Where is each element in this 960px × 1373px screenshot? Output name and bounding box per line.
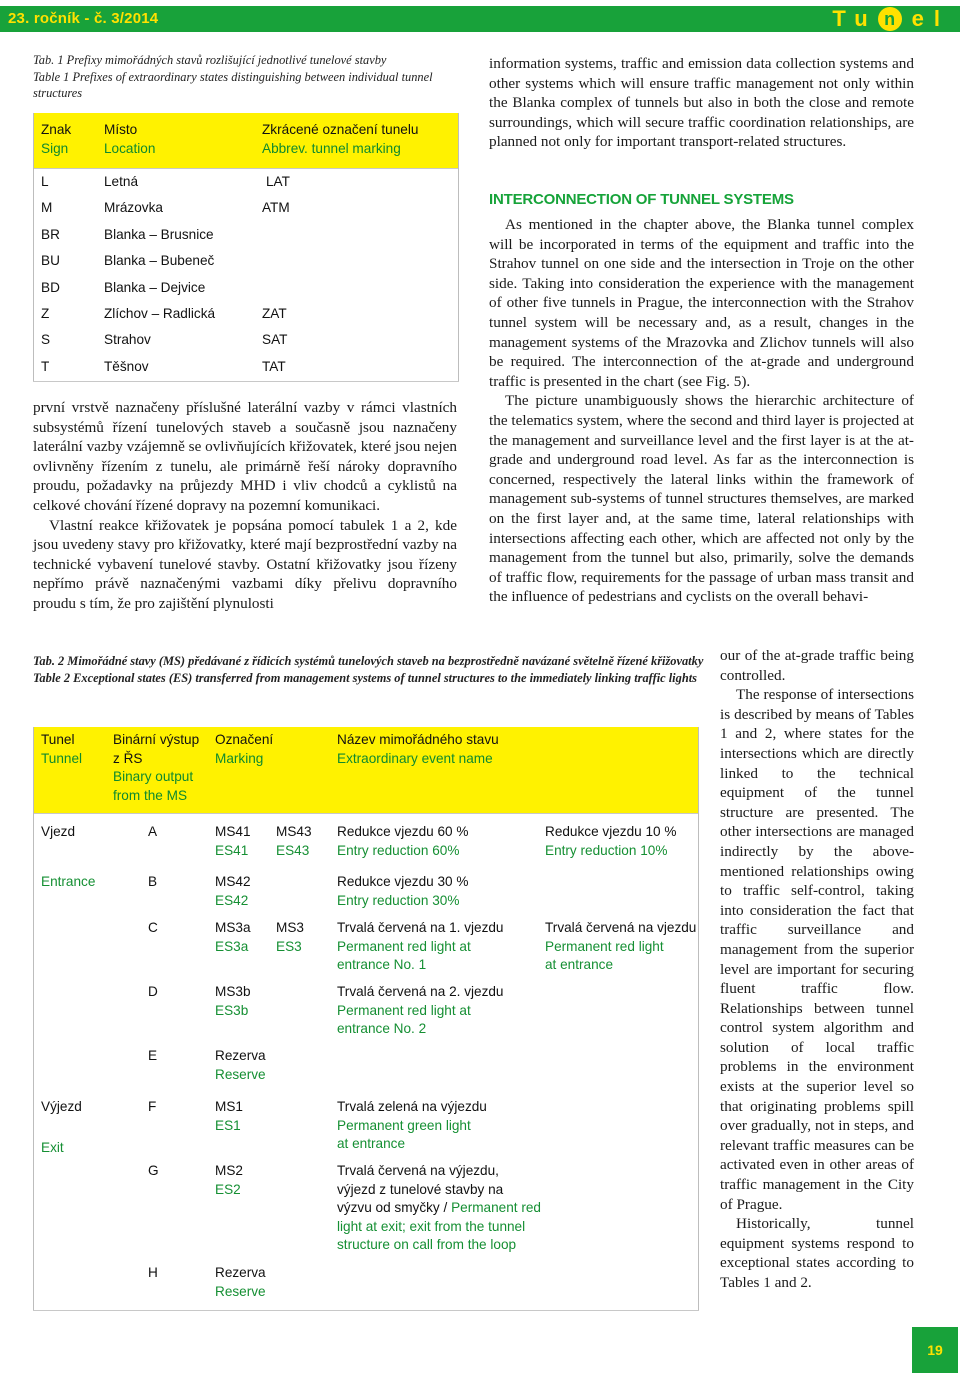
event-cz: výzvu od smyčky / xyxy=(337,1200,452,1215)
table2-rule xyxy=(33,813,699,814)
row-location: Mrázovka xyxy=(104,200,163,215)
header-marking-cz: Označení xyxy=(215,732,274,747)
marking-en: ES42 xyxy=(215,892,249,908)
row-sign: BU xyxy=(41,253,60,268)
row-marking xyxy=(215,983,251,1020)
row-location: Blanka – Bubeneč xyxy=(104,253,215,268)
row-event-name xyxy=(337,823,468,860)
event-en: light at exit; exit from the tunnel xyxy=(337,1218,526,1234)
table1-rule xyxy=(33,381,459,382)
table2-header-marking xyxy=(215,731,273,768)
row-location: Těšnov xyxy=(104,359,149,374)
event-cz: Redukce vjezdu 60 % xyxy=(337,824,469,839)
row-location: Blanka – Dejvice xyxy=(104,280,206,295)
table1-caption-cz: Tab. 1 Prefixy mimořádných stavů rozlišující jednotlivé tunelové stavby xyxy=(33,53,387,67)
marking-en: ES41 xyxy=(215,842,249,858)
row-binary: F xyxy=(148,1099,157,1114)
marking-en: ES3 xyxy=(276,938,302,954)
row-marking xyxy=(215,823,251,860)
row-event-name xyxy=(337,1162,541,1255)
event-cz: Trvalá červená na 2. vjezdu xyxy=(337,984,504,999)
row-sign: S xyxy=(41,332,51,347)
event-en: structure on call from the loop xyxy=(337,1237,517,1252)
section-heading: INTERCONNECTION OF TUNNEL SYSTEMS xyxy=(489,191,794,208)
marking-cz: MS1 xyxy=(215,1099,243,1114)
page-number: 19 xyxy=(912,1327,958,1373)
event-cz: Trvalá červená na vjezdu xyxy=(545,920,697,935)
table1-caption xyxy=(33,52,463,102)
row-binary: E xyxy=(148,1048,158,1063)
marking-cz: MS43 xyxy=(276,824,312,839)
event-en: Permanent green light xyxy=(337,1117,471,1133)
table2-caption-cz: Tab. 2 Mimořádné stavy (MS) předávané z řídicích systémů tunelových staveb na bezprostředně navázané světelně řízené křižovatky xyxy=(33,654,704,668)
marking-cz: Rezerva xyxy=(215,1048,266,1063)
group-label-entrance: Entrance xyxy=(41,874,96,889)
right-paragraph-5: Historically, tunnel equipment systems respond to exceptional states according to Tables 1 and 2. xyxy=(720,1215,914,1291)
row-sign: BR xyxy=(41,227,60,242)
event-en: at entrance xyxy=(545,957,614,972)
header-abbrev-cz: Zkrácené označení tunelu xyxy=(262,122,419,137)
group-label-vjezd: Vjezd xyxy=(41,824,76,839)
table2-border xyxy=(698,727,699,1310)
marking-en: Reserve xyxy=(215,1283,266,1299)
marking-en: ES2 xyxy=(215,1181,241,1197)
header-binary-en2: from the MS xyxy=(113,787,188,803)
header-tunnel-cz: Tunel xyxy=(41,732,75,747)
row-binary: G xyxy=(148,1163,159,1178)
row-marking xyxy=(215,1098,243,1135)
right-paragraph-3a: The picture unambiguously shows the hierarchic architecture of the telematics system, where the second and third layer is projected at the management and surveillance level and the first layer is at the at-grade and underground road level. As far as the interconnection is concerned, respectively the lateral links within the framework of management sub-systems of tunnel structures themselves, are marked on the first layer and, at the same time, lateral relationships with intersections affecting each other, which are affected not only by the management from the tunnel but also, primarily, solve the demands of traffic flow, requirements for the passage of urban mass transit and the influence of pedestrians and cyclists on the overall behavi- xyxy=(489,392,914,606)
marking-en: ES3a xyxy=(215,938,249,954)
group-label-vyjezd: Výjezd xyxy=(41,1099,82,1114)
row-binary: C xyxy=(148,920,158,935)
logo-text-end: el xyxy=(911,6,950,31)
event-en: Entry reduction 60% xyxy=(337,842,460,858)
header-binary-cz2: z ŘS xyxy=(113,750,143,766)
right-paragraph-3b: our of the at-grade traffic being controlled. xyxy=(720,647,914,684)
header-location-cz: Místo xyxy=(104,122,138,137)
header-binary-en1: Binary output xyxy=(113,769,194,784)
table1-header-location xyxy=(104,121,155,158)
marking-en: ES3b xyxy=(215,1002,249,1018)
event-cz: výjezd z tunelové stavby na xyxy=(337,1181,504,1197)
row-abbrev: LAT xyxy=(266,174,290,189)
table2-header-name xyxy=(337,731,499,768)
header-tunnel-en: Tunnel xyxy=(41,750,83,766)
row-abbrev: SAT xyxy=(262,332,288,347)
table1-caption-en: Table 1 Prefixes of extraordinary states distinguishing between individual tunnel structures xyxy=(33,69,433,100)
event-en: Permanent red light at xyxy=(337,1002,471,1018)
header-marking-en: Marking xyxy=(215,750,264,766)
marking-cz: MS2 xyxy=(215,1163,243,1178)
event-cz: Trvalá zelená na výjezdu xyxy=(337,1099,487,1114)
tunel-logo xyxy=(832,6,950,32)
row-sign: Z xyxy=(41,306,50,321)
row-marking-2 xyxy=(276,919,304,956)
right-paragraph-2: As mentioned in the chapter above, the Blanka tunnel complex will be incorporated in terms of the equipment and traffic into the Strahov tunnel on one side and the intersection in Troje on the other side. Taking into consideration the experience with the management of other five tunnels in Prague, the interconnection with the Strahov tunnel system will be necessary and, as a result, changes in the management systems of the Mrazovka and Zlichov tunnels will also be required. The interconnection of the at-grade and underground traffic is presented in the chart (see Fig. 5). xyxy=(489,216,914,390)
header-sign-en: Sign xyxy=(41,140,69,156)
table2-border xyxy=(33,727,34,1310)
row-sign: T xyxy=(41,359,50,374)
row-abbrev: ATM xyxy=(262,200,290,215)
marking-cz: MS3a xyxy=(215,920,251,935)
marking-cz: MS42 xyxy=(215,874,251,889)
issue-label: 23. ročník - č. 3/2014 xyxy=(8,10,159,27)
header-sign-cz: Znak xyxy=(41,122,72,137)
table1-header-abbrev xyxy=(262,121,418,158)
row-binary: B xyxy=(148,874,158,889)
row-marking xyxy=(215,919,251,956)
marking-en: Reserve xyxy=(215,1066,266,1082)
event-mixed-line xyxy=(337,1199,541,1218)
row-event-name xyxy=(337,919,503,975)
row-marking xyxy=(215,1264,266,1301)
table1-border xyxy=(33,113,34,381)
row-event-name xyxy=(337,983,503,1039)
left-paragraph-2: Vlastní reakce křižovatek je popsána pomocí tabulek 1 a 2, kde jsou uvedeny stavy pro křižovatky, které mají bezprostřední vazby na technické vybavení tunelové stavby. Ostatní křižovatky jsou řízeny nepřímo právě naznačenými vazbami díky přelivu dopravního proudu s tím, že pro zajištění plynulosti xyxy=(33,516,457,612)
marking-en: ES1 xyxy=(215,1117,241,1133)
row-sign: L xyxy=(41,174,49,189)
table1-rule xyxy=(33,168,459,169)
header-abbrev-en: Abbrev. tunnel marking xyxy=(262,140,401,156)
header-name-cz: Název mimořádného stavu xyxy=(337,732,499,747)
left-body-text xyxy=(33,398,457,614)
marking-cz: MS41 xyxy=(215,824,251,839)
event-cz: Redukce vjezdu 10 % xyxy=(545,824,677,839)
event-en: Entry reduction 10% xyxy=(545,842,668,858)
row-abbrev: TAT xyxy=(262,359,286,374)
event-en: Permanent red xyxy=(451,1200,541,1215)
table2-header-tunnel xyxy=(41,731,82,768)
right-body-text xyxy=(489,215,914,607)
header-name-en: Extraordinary event name xyxy=(337,750,493,766)
table1-header-sign xyxy=(41,121,71,158)
row-abbrev: ZAT xyxy=(262,306,287,321)
row-marking-2 xyxy=(276,823,312,860)
row-marking xyxy=(215,1162,243,1199)
logo-text-start: Tu xyxy=(832,6,878,31)
event-en: at entrance xyxy=(337,1136,406,1151)
header-location-en: Location xyxy=(104,140,156,156)
event-en: Permanent red light xyxy=(545,938,664,954)
event-en: Entry reduction 30% xyxy=(337,892,460,908)
event-cz: Trvalá červená na 1. vjezdu xyxy=(337,920,504,935)
event-en: Permanent red light at xyxy=(337,938,471,954)
event-cz: Redukce vjezdu 30 % xyxy=(337,874,469,889)
row-event-name-2 xyxy=(545,919,696,975)
table2-caption xyxy=(33,653,708,686)
row-event-name-2 xyxy=(545,823,676,860)
table2-header-binary xyxy=(113,731,199,805)
header-binary-cz1: Binární výstup xyxy=(113,732,200,747)
right-paragraph-1: information systems, traffic and emission data collection systems and other systems which will ensure traffic management not only within the Blanka complex of tunnels but also in both the close and remote surroundings, which will secure traffic coordination relationships, are planned not only for important transport-related structures. xyxy=(489,55,914,151)
row-event-name xyxy=(337,1098,487,1154)
right-narrow-text xyxy=(720,646,914,1293)
marking-cz: MS3b xyxy=(215,984,251,999)
row-event-name xyxy=(337,873,468,910)
page-header xyxy=(0,2,960,34)
group-label-exit: Exit xyxy=(41,1140,64,1155)
row-sign: BD xyxy=(41,280,60,295)
table2-caption-en: Table 2 Exceptional states (ES) transferred from management systems of tunnel structures to the immediately linking traffic lights xyxy=(33,670,697,685)
right-paragraph-4: The response of intersections is described by means of Tables 1 and 2, where states for the intersections which are directly linked to the technical equipment of the tunnel structure are presented. The other intersections are managed indirectly by the above-mentioned relationships owing to traffic self-control, taking into consideration the fact that traffic surveillance and management from the superior level are important for securing fluent traffic flow. Relationships between tunnel control system algorithm and solution of local traffic problems in the environment exists at the superior level so that originating problems spill over gradually, not in steps, and relevant traffic measures can be activated even in other areas of traffic management in the City of Prague. xyxy=(720,686,914,1213)
marking-cz: Rezerva xyxy=(215,1265,266,1280)
row-binary: D xyxy=(148,984,158,999)
row-marking xyxy=(215,1047,266,1084)
table1-border xyxy=(458,113,459,381)
table2-rule xyxy=(33,1310,699,1311)
row-sign: M xyxy=(41,200,53,215)
event-en: entrance No. 2 xyxy=(337,1021,427,1036)
marking-en: ES43 xyxy=(276,842,310,858)
row-location: Blanka – Brusnice xyxy=(104,227,214,242)
row-binary: A xyxy=(148,824,158,839)
left-paragraph-1: první vrstvě naznačeny příslušné laterální vazby v rámci vlastních subsystémů řízení tunelových staveb a současně jsou naznačeny laterální vazby vzájemně se ovlivňujících křižovatek, které jsou nejen ovlivněny řízením z tunelu, ale primárně řeší nároky dopravního proudu, požadavky na průjezdy MHD i vliv chodců a cyklistů na celkové chování řízené dopravy na pozemní komunikaci. xyxy=(33,399,457,514)
row-location: Strahov xyxy=(104,332,151,347)
event-en: entrance No. 1 xyxy=(337,957,427,972)
row-location: Letná xyxy=(104,174,139,189)
marking-cz: MS3 xyxy=(276,920,304,935)
logo-mark: n xyxy=(878,7,902,31)
event-cz: Trvalá červená na výjezdu, xyxy=(337,1163,499,1178)
row-location: Zlíchov – Radlická xyxy=(104,306,216,321)
row-marking xyxy=(215,873,251,910)
row-binary: H xyxy=(148,1265,158,1280)
